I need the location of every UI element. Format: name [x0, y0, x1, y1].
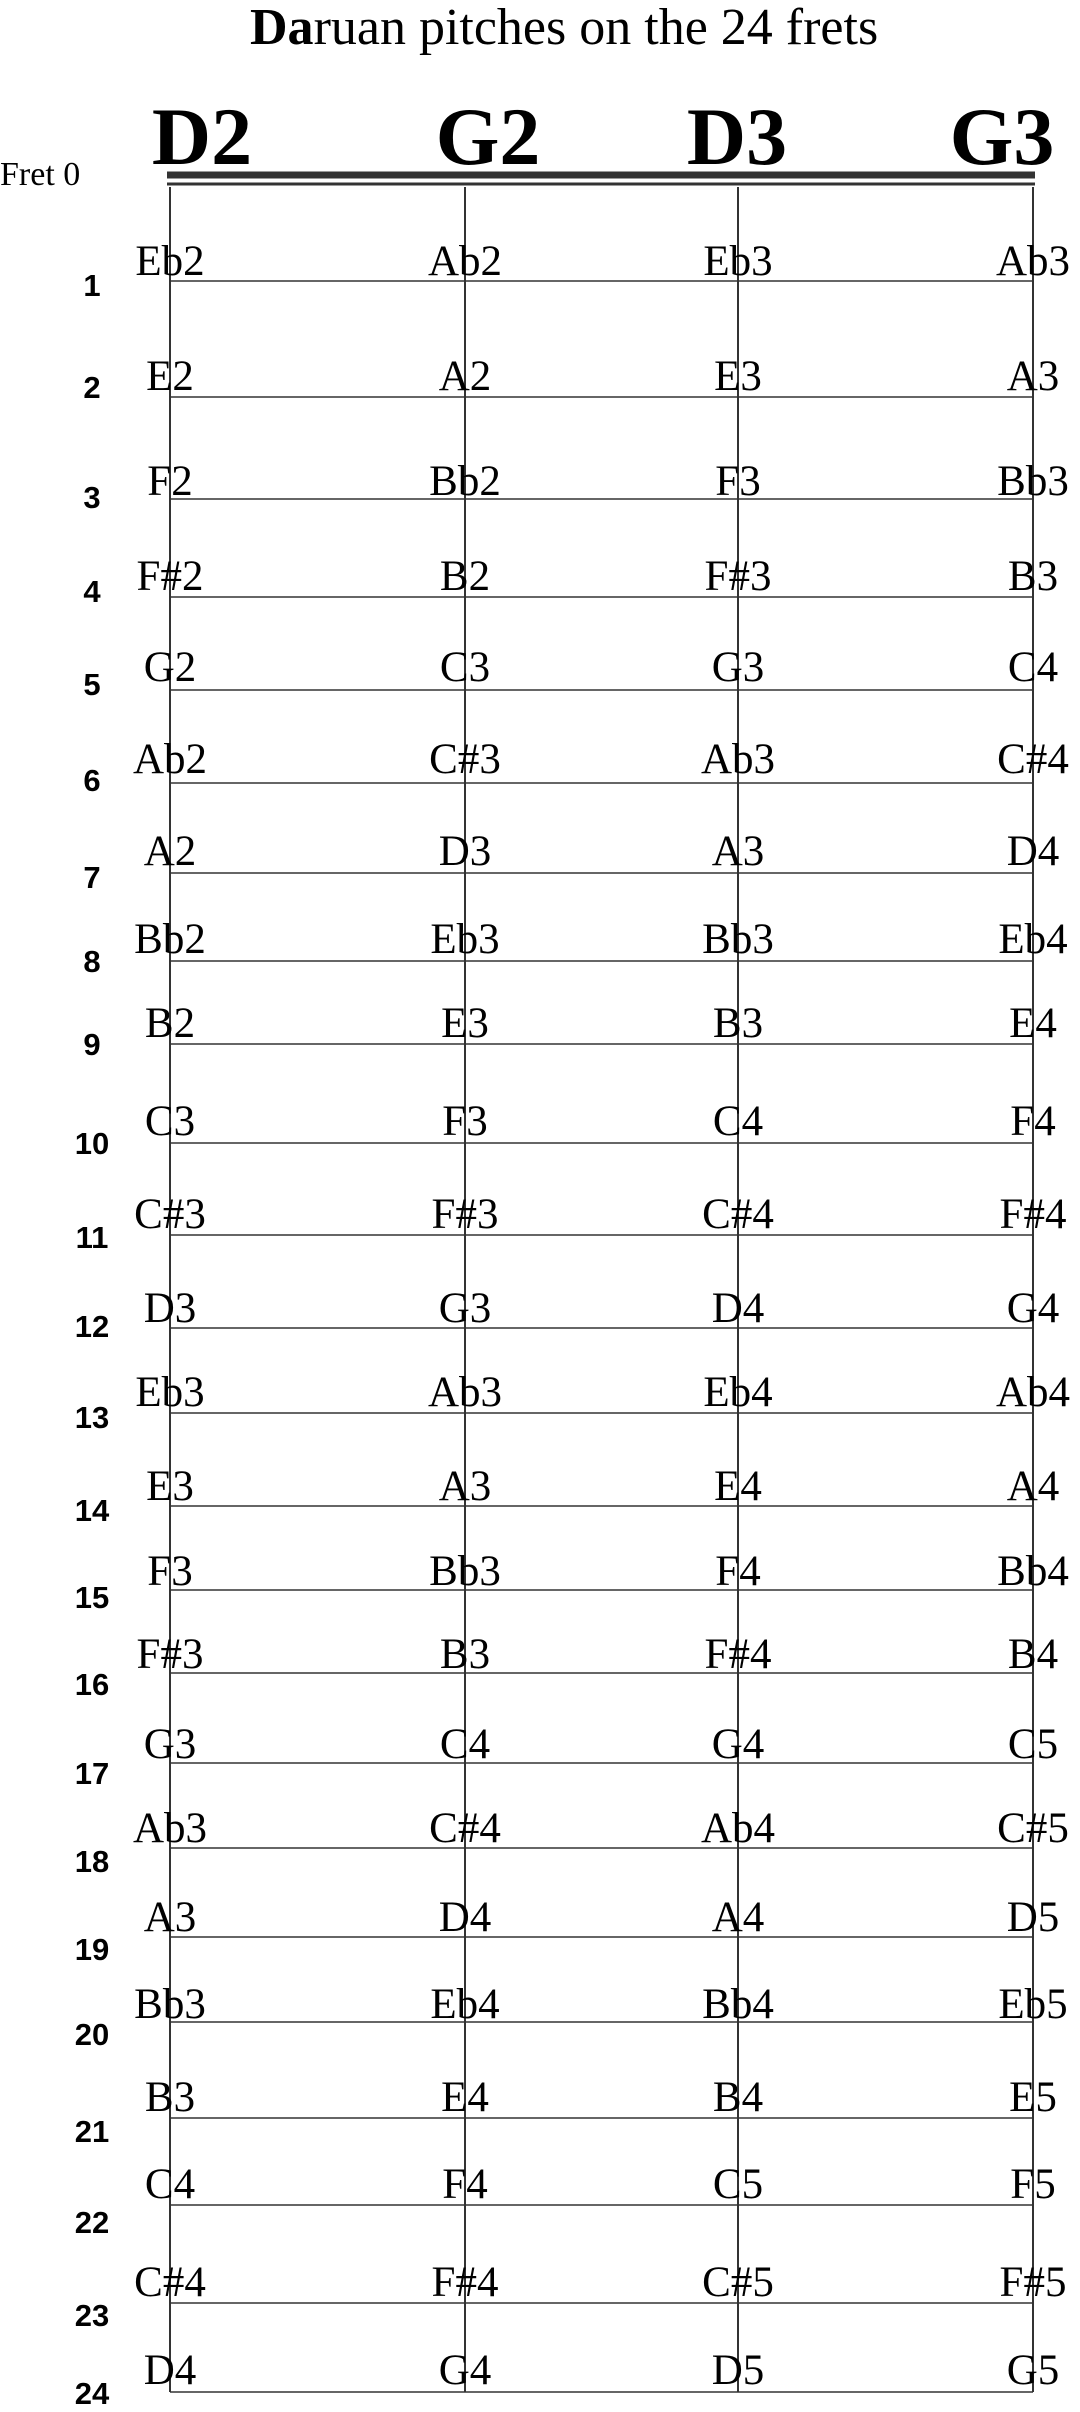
fret-number: 3	[83, 480, 101, 515]
fret-number: 17	[74, 1756, 110, 1791]
note-label: Bb3	[429, 1548, 501, 1595]
string-label-d3: D3	[686, 91, 788, 182]
fret-number: 23	[74, 2298, 110, 2333]
note-label: Ab2	[132, 736, 208, 783]
note-label: F3	[147, 1548, 193, 1595]
note-label: B2	[439, 553, 491, 600]
fret-number: 12	[74, 1309, 110, 1344]
note-label: C#5	[702, 2259, 774, 2306]
title-rest-part: ruan pitches on the 24 frets	[313, 0, 879, 56]
note-label: G4	[1006, 1285, 1060, 1332]
fret-number: 20	[74, 2017, 110, 2052]
title-bold-part: Da	[250, 0, 314, 56]
note-label: Bb2	[429, 458, 501, 505]
fret-number: 21	[74, 2114, 110, 2149]
fret-number: 22	[74, 2205, 110, 2240]
note-label: G3	[143, 1721, 197, 1768]
note-label: G5	[1006, 2347, 1060, 2394]
fret-number: 8	[83, 944, 101, 979]
fret-number: 18	[74, 1844, 110, 1879]
note-label: Ab3	[995, 238, 1071, 285]
note-label: Eb3	[703, 238, 773, 285]
note-label: Bb4	[702, 1981, 774, 2028]
note-label: E2	[146, 353, 194, 400]
note-label: A4	[1006, 1463, 1060, 1510]
note-label: E3	[146, 1463, 194, 1510]
note-label: B3	[712, 1000, 764, 1047]
note-label: Ab3	[700, 736, 776, 783]
note-label: D3	[143, 1285, 197, 1332]
note-label: D4	[711, 1285, 765, 1332]
note-label: E3	[441, 1000, 489, 1047]
note-label: A4	[711, 1894, 765, 1941]
note-label: F3	[715, 458, 761, 505]
note-label: D4	[143, 2347, 197, 2394]
note-label: Ab2	[427, 238, 503, 285]
note-label: E5	[1009, 2074, 1057, 2121]
note-label: F#4	[999, 1191, 1067, 1238]
note-label: C#3	[429, 736, 501, 783]
note-label: Eb4	[430, 1981, 500, 2028]
note-label: D3	[438, 828, 492, 875]
note-label: C4	[1007, 644, 1059, 691]
note-label: C#4	[702, 1191, 774, 1238]
note-label: G4	[711, 1721, 765, 1768]
note-label: F4	[1010, 1098, 1056, 1145]
fret-number: 4	[83, 574, 101, 609]
fret-number: 2	[83, 370, 101, 405]
note-label: Bb2	[134, 916, 206, 963]
note-label: F3	[442, 1098, 488, 1145]
note-label: Ab4	[700, 1805, 776, 1852]
note-label: F#3	[431, 1191, 499, 1238]
note-label: C4	[144, 2161, 196, 2208]
fret-number: 15	[74, 1580, 110, 1615]
note-label: Eb5	[998, 1981, 1068, 2028]
fret-number: 11	[75, 1220, 109, 1255]
note-label: Bb3	[134, 1981, 206, 2028]
note-label: D5	[1006, 1894, 1060, 1941]
note-label: F#3	[136, 1631, 204, 1678]
note-label: B4	[712, 2074, 764, 2121]
note-label: C3	[144, 1098, 196, 1145]
note-label: E4	[714, 1463, 762, 1510]
note-label: Ab4	[995, 1369, 1071, 1416]
note-label: C4	[712, 1098, 764, 1145]
string-label-d2: D2	[151, 91, 253, 182]
note-label: C#5	[997, 1805, 1069, 1852]
note-label: A2	[143, 828, 197, 875]
note-label: F#2	[136, 553, 204, 600]
fret-number: 14	[74, 1493, 110, 1528]
fret-number: 13	[74, 1400, 110, 1435]
note-label: Eb2	[135, 238, 205, 285]
note-label: Eb4	[703, 1369, 773, 1416]
note-label: C#3	[134, 1191, 206, 1238]
note-label: Eb4	[998, 916, 1068, 963]
note-label: C5	[712, 2161, 764, 2208]
note-label: Ab3	[427, 1369, 503, 1416]
note-label: F#4	[704, 1631, 772, 1678]
note-label: F4	[442, 2161, 488, 2208]
note-label: Ab3	[132, 1805, 208, 1852]
note-label: F#4	[431, 2259, 499, 2306]
note-label: F2	[147, 458, 193, 505]
note-label: A2	[438, 353, 492, 400]
fret-number: 1	[83, 268, 101, 303]
note-label: Bb4	[997, 1548, 1069, 1595]
note-label: B4	[1007, 1631, 1059, 1678]
note-label: D4	[438, 1894, 492, 1941]
note-label: F#5	[999, 2259, 1067, 2306]
fret-number: 9	[83, 1027, 101, 1062]
string-label-g3: G3	[949, 91, 1055, 182]
note-label: E4	[441, 2074, 489, 2121]
fret-number: 24	[74, 2376, 110, 2411]
note-label: C#4	[134, 2259, 206, 2306]
note-label: B3	[144, 2074, 196, 2121]
note-label: F5	[1010, 2161, 1056, 2208]
note-label: D5	[711, 2347, 765, 2394]
note-label: Bb3	[997, 458, 1069, 505]
open-fret-label: Fret 0	[0, 156, 81, 193]
note-label: D4	[1006, 828, 1060, 875]
note-label: Bb3	[702, 916, 774, 963]
note-label: E4	[1009, 1000, 1057, 1047]
note-label: A3	[438, 1463, 492, 1510]
note-label: G3	[438, 1285, 492, 1332]
note-label: G2	[143, 644, 197, 691]
note-label: A3	[711, 828, 765, 875]
string-label-g2: G2	[435, 91, 541, 182]
note-label: A3	[143, 1894, 197, 1941]
note-label: C4	[439, 1721, 491, 1768]
note-label: F#3	[704, 553, 772, 600]
note-label: G4	[438, 2347, 492, 2394]
note-label: Eb3	[135, 1369, 205, 1416]
fret-number: 16	[74, 1667, 110, 1702]
note-label: C#4	[429, 1805, 501, 1852]
fret-number: 19	[74, 1932, 110, 1967]
note-label: E3	[714, 353, 762, 400]
fret-number: 5	[83, 667, 101, 702]
note-label: G3	[711, 644, 765, 691]
note-label: B3	[1007, 553, 1059, 600]
note-label: F4	[715, 1548, 761, 1595]
note-label: C3	[439, 644, 491, 691]
fret-number: 7	[83, 860, 101, 895]
fret-number: 6	[83, 763, 101, 798]
note-label: Eb3	[430, 916, 500, 963]
note-label: C#4	[997, 736, 1069, 783]
note-label: B2	[144, 1000, 196, 1047]
note-label: B3	[439, 1631, 491, 1678]
fret-number: 10	[74, 1126, 110, 1161]
note-label: C5	[1007, 1721, 1059, 1768]
note-label: A3	[1006, 353, 1060, 400]
